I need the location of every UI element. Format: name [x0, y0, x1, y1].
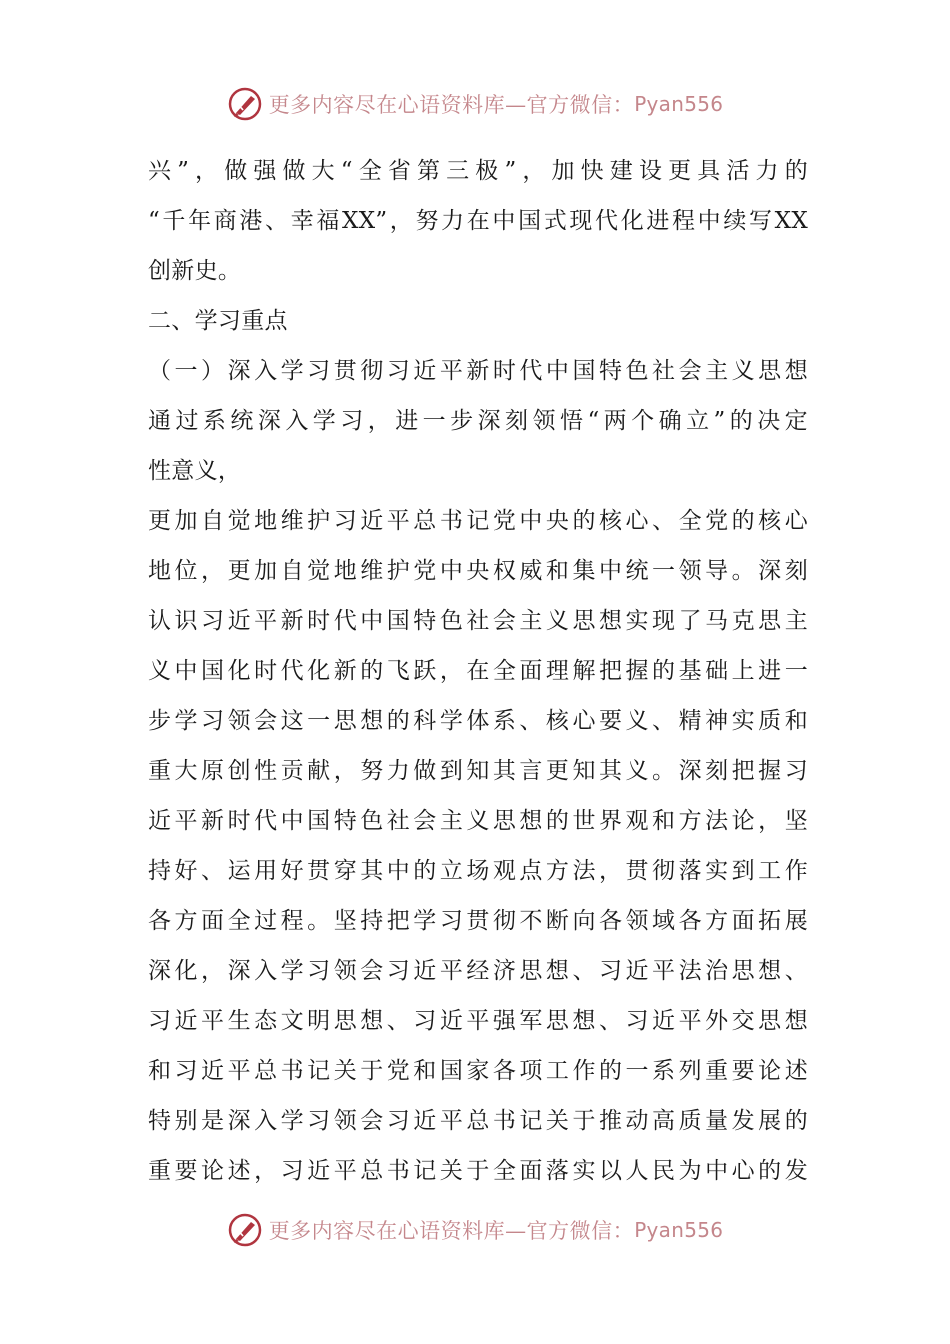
header-banner-text: 更多内容尽在心语资料库—官方微信：	[268, 93, 635, 117]
text-line: 更加自觉地维护习近平总书记党中央的核心、全党的核心	[148, 508, 808, 534]
text-line: 步学习领会这一思想的科学体系、核心要义、精神实质和	[148, 708, 808, 734]
text-line: 持好、运用好贯穿其中的立场观点方法，贯彻落实到工作	[148, 858, 808, 884]
text-line: 性意义，	[148, 458, 242, 484]
document-body	[148, 146, 808, 1196]
text-line: 各方面全过程。坚持把学习贯彻不断向各领域各方面拓展	[148, 908, 808, 934]
section-heading: 二、学习重点	[148, 308, 288, 334]
text-line: 特别是深入学习领会习近平总书记关于推动高质量发展的	[148, 1108, 808, 1134]
text-line: 重大原创性贡献，努力做到知其言更知其义。深刻把握习	[148, 758, 808, 784]
text-line: 和习近平总书记关于党和国家各项工作的一系列重要论述	[148, 1058, 808, 1084]
pen-logo-icon	[227, 1212, 263, 1248]
text-line: 通过系统深入学习，进一步深刻领悟“两个确立”的决定	[148, 408, 808, 434]
text-line: 深化，深入学习领会习近平经济思想、习近平法治思想、	[148, 958, 808, 984]
text-line: 地位，更加自觉地维护党中央权威和集中统一领导。深刻	[148, 558, 808, 584]
text-line: “千年商港、幸福XX”，努力在中国式现代化进程中续写XX	[148, 208, 808, 234]
footer-banner-text: 更多内容尽在心语资料库—官方微信：	[268, 1219, 635, 1243]
text-line: 创新史。	[148, 258, 242, 284]
header-banner-code: Pyan556	[634, 92, 724, 116]
text-line: 认识习近平新时代中国特色社会主义思想实现了马克思主	[148, 608, 808, 634]
text-line: 义中国化时代化新的飞跃，在全面理解把握的基础上进一	[148, 658, 808, 684]
text-line: 习近平生态文明思想、习近平强军思想、习近平外交思想	[148, 1008, 808, 1034]
pen-logo-icon	[227, 86, 263, 122]
text-line: 兴”，做强做大“全省第三极”，加快建设更具活力的	[148, 158, 808, 184]
text-line: 重要论述，习近平总书记关于全面落实以人民为中心的发	[148, 1158, 808, 1184]
text-line: 近平新时代中国特色社会主义思想的世界观和方法论，坚	[148, 808, 808, 834]
subsection-heading: （一）深入学习贯彻习近平新时代中国特色社会主义思想	[148, 358, 808, 384]
footer-banner-code: Pyan556	[634, 1218, 724, 1242]
footer-banner	[0, 1208, 950, 1252]
header-banner	[0, 82, 950, 126]
